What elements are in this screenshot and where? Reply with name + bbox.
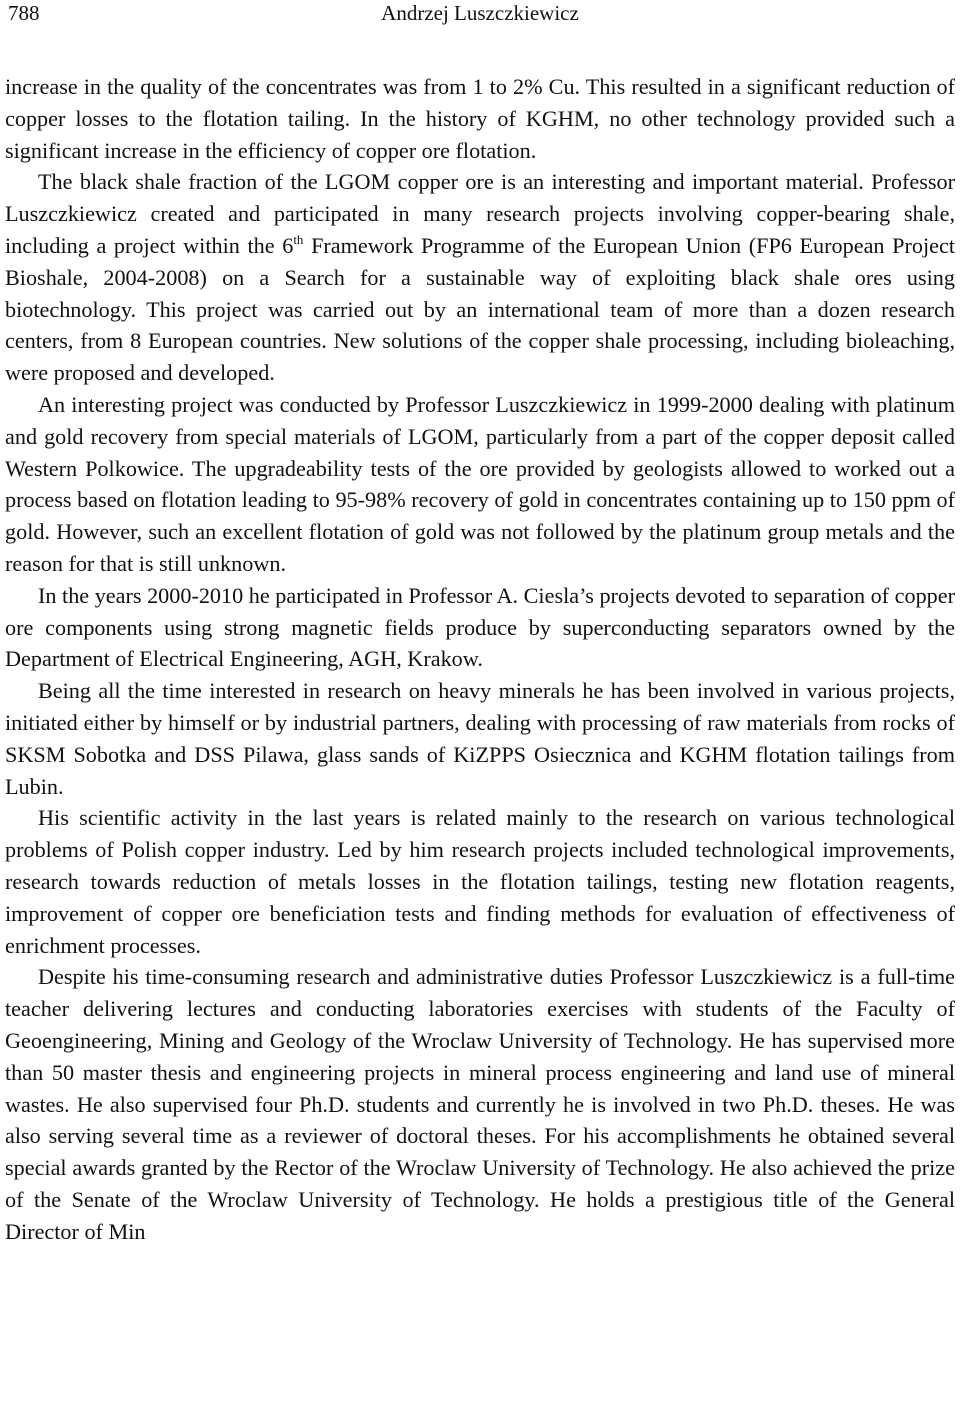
body-text [5,71,955,1247]
paragraph-2-text-start: The black shale fraction of the LGOM copper ore is an interesting and important material. Professor Luszczkiewicz created and participated in many research projects involving copper-bearing shale, including a project within the 6 [5,169,955,258]
paragraph-1: increase in the quality of the concentrates was from 1 to 2% Cu. This resulted in a significant reduction of copper losses to the flotation tailing. In the history of KGHM, no other technology provided such a significant increase in the efficiency of copper ore flotation. [5,74,955,163]
paragraph-2-text-end: Framework Programme of the European Union (FP6 European Project Bioshale, 2004-2008) on a Search for a sustainable way of exploiting black shale ores using biotechnology. This project was carried out by an international team of more than a dozen research centers, from 8 European countries. New solutions of the copper shale processing, including bioleaching, were proposed and developed. [5,232,955,386]
running-head-author: Andrzej Luszczkiewicz [381,1,579,25]
paragraph-4: In the years 2000-2010 he participated in Professor A. Ciesla’s projects devoted to separation of copper ore components using strong magnetic fields produce by superconducting separators owned by the Department of Electrical Engineering, AGH, Krakow. [5,582,955,672]
paragraph-3: An interesting project was conducted by Professor Luszczkiewicz in 1999-2000 dealing with platinum and gold recovery from special materials of LGOM, particularly from a part of the copper deposit called Western Polkowice. The upgradeability tests of the ore provided by geologists allowed to worked out a process based on flotation leading to 95-98% recovery of gold in concentrates containing up to 150 ppm of gold. However, such an excellent flotation of gold was not followed by the platinum group metals and the reason for that is still unknown. [5,391,955,576]
paragraph-7: Despite his time-consuming research and administrative duties Professor Luszczkiewicz is a full-time teacher delivering lectures and conducting laboratories exercises with students of the Faculty of Geoengineering, Mining and Geology of the Wroclaw University of Technology. He has supervised more than 50 master thesis and engineering projects in mineral process engineering and land use of mineral wastes. He also supervised four Ph.D. students and currently he is involved in two Ph.D. theses. He was also serving several time as a reviewer of doctoral theses. For his accomplishments he obtained several special awards granted by the Rector of the Wroclaw University of Technology. He also achieved the prize of the Senate of the Wroclaw University of Technology. He holds a prestigious title of the General Director of Min [5,964,955,1244]
paragraph-2 [5,166,955,389]
paragraph-6: His scientific activity in the last years is related mainly to the research on various technological problems of Polish copper industry. Led by him research projects included technological improvements, research towards reduction of metals losses in the flotation tailings, testing new flotation reagents, improvement of copper ore beneficiation tests and finding methods for evaluation of effectiveness of enrichment processes. [5,805,955,958]
paragraph-5: Being all the time interested in research on heavy minerals he has been involved in various projects, initiated either by himself or by industrial partners, dealing with processing of raw materials from rocks of SKSM Sobotka and DSS Pilawa, glass sands of KiZPPS Osiecznica and KGHM flotation tailings from Lubin. [5,678,955,799]
page-number: 788 [8,1,40,25]
superscript-th: th [293,231,304,247]
page-header [8,0,952,30]
